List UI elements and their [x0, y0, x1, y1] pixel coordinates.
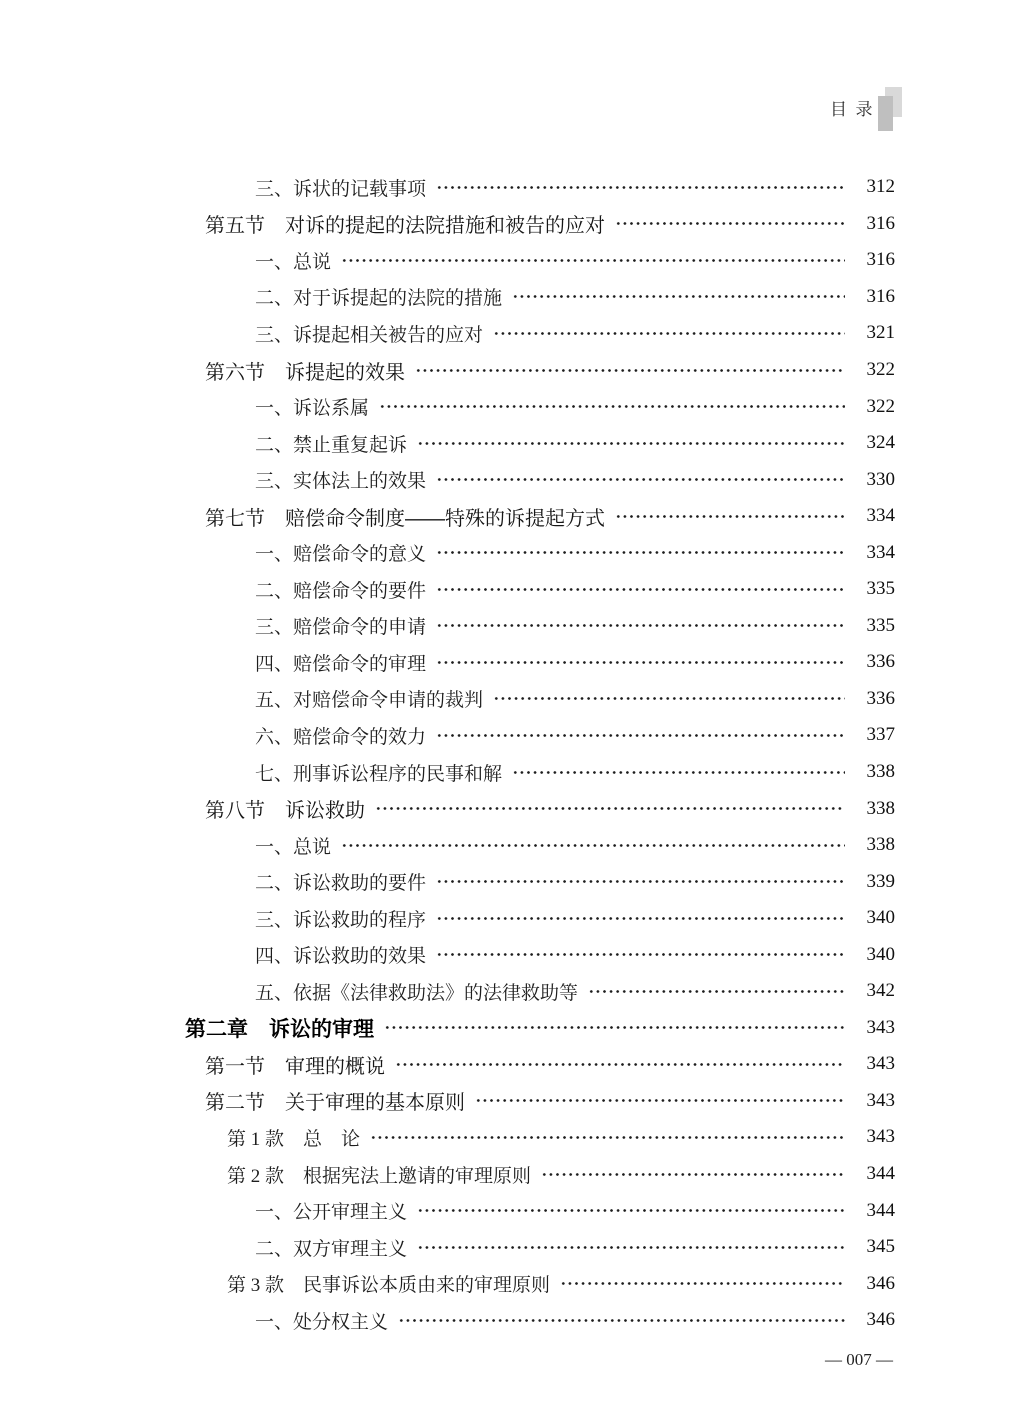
- toc-row: [185, 1010, 895, 1047]
- toc-row: [185, 681, 895, 718]
- toc-page-number: 342: [866, 980, 895, 1002]
- toc-dot-leader: [415, 366, 845, 375]
- toc-dot-leader: [493, 694, 845, 703]
- toc-page-number: 334: [866, 541, 895, 563]
- toc-dot-leader: [493, 329, 845, 338]
- toc-page-number: 344: [866, 1163, 895, 1185]
- toc-row: [185, 1302, 895, 1339]
- toc-row: [185, 1192, 895, 1229]
- toc-page-number: 330: [866, 468, 895, 490]
- toc-dot-leader: [615, 219, 845, 228]
- toc-page-number: 338: [866, 797, 895, 819]
- toc-entry-label: 一、赔偿命令的意义: [255, 544, 427, 566]
- toc-entry-label: 一、总说: [255, 836, 332, 858]
- toc-row: [185, 1229, 895, 1266]
- toc-dot-leader: [417, 1206, 845, 1215]
- toc-dot-leader: [436, 548, 845, 557]
- toc-entry-label: 第六节 诉提起的效果: [205, 361, 405, 384]
- toc-row: [185, 425, 895, 462]
- toc-entry-label: 三、赔偿命令的申请: [255, 617, 427, 639]
- toc-page-number: 322: [866, 359, 895, 380]
- toc-row: [185, 863, 895, 900]
- toc-page-number: 344: [866, 1199, 895, 1221]
- toc-page-number: 345: [866, 1236, 895, 1258]
- toc-row: [185, 315, 895, 352]
- toc-dot-leader: [588, 987, 845, 996]
- toc-entry-label: 三、诉讼救助的程序: [255, 909, 427, 931]
- toc-entry-label: 三、诉提起相关被告的应对: [255, 324, 484, 346]
- toc-row: [185, 498, 895, 535]
- toc-row: [185, 717, 895, 754]
- toc-page-number: 335: [866, 578, 895, 600]
- toc-dot-leader: [341, 256, 845, 265]
- toc-row: [185, 644, 895, 681]
- page-footer: [808, 1330, 893, 1390]
- toc-dot-leader: [436, 621, 845, 630]
- toc-dot-leader: [375, 804, 845, 813]
- toc-entry-label: 第八节 诉讼救助: [205, 800, 365, 823]
- toc-page-number: 334: [866, 505, 895, 527]
- toc-page-number: 316: [866, 212, 895, 234]
- toc-entry-label: 二、赔偿命令的要件: [255, 580, 427, 602]
- toc-row: [185, 900, 895, 937]
- toc-dot-leader: [615, 512, 845, 521]
- toc-dot-leader: [436, 475, 845, 484]
- toc-page-number: 343: [866, 1089, 895, 1111]
- toc-list: [185, 169, 895, 1339]
- toc-page-number: 343: [866, 1016, 895, 1038]
- toc-entry-label: 一、总说: [255, 251, 332, 273]
- toc-page-number: 336: [866, 651, 895, 673]
- toc-row: [185, 827, 895, 864]
- toc-dot-leader: [436, 585, 845, 594]
- toc-entry-label: 三、诉状的记载事项: [255, 178, 427, 200]
- toc-entry-label: 二、诉讼救助的要件: [255, 873, 427, 895]
- toc-dot-leader: [379, 402, 845, 411]
- toc-row: [185, 1119, 895, 1156]
- toc-entry-label: 第 3 款 民事诉讼本质由来的审理原则: [227, 1275, 551, 1297]
- toc-page-number: 343: [866, 1053, 895, 1075]
- toc-dot-leader: [398, 1316, 845, 1325]
- toc-page-number: 340: [866, 943, 895, 965]
- toc-page-number: 336: [866, 687, 895, 709]
- toc-entry-label: 第 1 款 总 论: [227, 1128, 361, 1150]
- toc-row: [185, 169, 895, 206]
- page-edge-tab-dark: [878, 96, 893, 131]
- toc-entry-label: 四、赔偿命令的审理: [255, 653, 427, 675]
- toc-entry-label: 四、诉讼救助的效果: [255, 946, 427, 968]
- toc-entry-label: 第一节 审理的概说: [205, 1055, 385, 1078]
- toc-page-number: 316: [866, 285, 895, 307]
- toc-row: [185, 352, 895, 389]
- toc-page-number: 337: [866, 724, 895, 746]
- toc-row: [185, 461, 895, 498]
- toc-page-number: 346: [866, 1309, 895, 1331]
- toc-page-number: 335: [866, 614, 895, 636]
- toc-entry-label: 二、对于诉提起的法院的措施: [255, 288, 503, 310]
- toc-dot-leader: [341, 841, 845, 850]
- toc-row: [185, 608, 895, 645]
- toc-page-number: 312: [866, 176, 895, 198]
- footer-page-number: — 007 —: [825, 1350, 893, 1369]
- toc-entry-label: 一、诉讼系属: [255, 398, 370, 420]
- toc-row: [185, 279, 895, 316]
- toc-row: [185, 936, 895, 973]
- toc-dot-leader: [395, 1060, 845, 1069]
- toc-dot-leader: [475, 1096, 845, 1105]
- toc-row: [185, 1083, 895, 1120]
- toc-dot-leader: [436, 731, 845, 740]
- toc-page-number: 322: [866, 395, 895, 417]
- toc-row: [185, 754, 895, 791]
- toc-row: [185, 1265, 895, 1302]
- toc-row: [185, 534, 895, 571]
- toc-page-number: 346: [866, 1272, 895, 1294]
- toc-page-number: 324: [866, 432, 895, 454]
- toc-dot-leader: [436, 183, 845, 192]
- toc-entry-label: 第七节 赔偿命令制度——特殊的诉提起方式: [205, 507, 605, 530]
- toc-page-number: 338: [866, 834, 895, 856]
- toc-dot-leader: [436, 658, 845, 667]
- toc-entry-label: 二、双方审理主义: [255, 1238, 408, 1260]
- toc-dot-leader: [370, 1133, 845, 1142]
- toc-entry-label: 第五节 对诉的提起的法院措施和被告的应对: [205, 215, 605, 238]
- toc-dot-leader: [512, 292, 845, 301]
- toc-row: [185, 242, 895, 279]
- toc-dot-leader: [436, 914, 845, 923]
- toc-row: [185, 1156, 895, 1193]
- toc-entry-label: 七、刑事诉讼程序的民事和解: [255, 763, 503, 785]
- toc-row: [185, 973, 895, 1010]
- page-header-title: 目 录: [830, 100, 873, 119]
- toc-entry-label: 第二节 关于审理的基本原则: [205, 1092, 465, 1115]
- toc-entry-label: 第 2 款 根据宪法上邀请的审理原则: [227, 1165, 532, 1187]
- toc-row: [185, 571, 895, 608]
- toc-dot-leader: [541, 1170, 845, 1179]
- toc-entry-label: 五、依据《法律救助法》的法律救助等: [255, 982, 579, 1004]
- toc-row: [185, 1046, 895, 1083]
- toc-row: [185, 790, 895, 827]
- toc-entry-label: 三、实体法上的效果: [255, 471, 427, 493]
- toc-entry-label: 二、禁止重复起诉: [255, 434, 408, 456]
- toc-page-number: 321: [866, 322, 895, 344]
- toc-page-number: 343: [866, 1126, 895, 1148]
- toc-dot-leader: [436, 950, 845, 959]
- toc-dot-leader: [417, 1243, 845, 1252]
- toc-entry-label: 第二章 诉讼的审理: [185, 1017, 374, 1041]
- toc-page-number: 316: [866, 249, 895, 271]
- toc-entry-label: 五、对赔偿命令申请的裁判: [255, 690, 484, 712]
- toc-row: [185, 206, 895, 243]
- toc-dot-leader: [417, 439, 845, 448]
- toc-entry-label: 六、赔偿命令的效力: [255, 726, 427, 748]
- toc-page-number: 338: [866, 761, 895, 783]
- toc-row: [185, 388, 895, 425]
- toc-dot-leader: [436, 877, 845, 886]
- toc-dot-leader: [560, 1279, 845, 1288]
- toc-page-number: 340: [866, 907, 895, 929]
- toc-entry-label: 一、处分权主义: [255, 1311, 389, 1333]
- toc-entry-label: 一、公开审理主义: [255, 1202, 408, 1224]
- toc-dot-leader: [512, 768, 845, 777]
- toc-dot-leader: [384, 1023, 845, 1032]
- toc-page-number: 339: [866, 870, 895, 892]
